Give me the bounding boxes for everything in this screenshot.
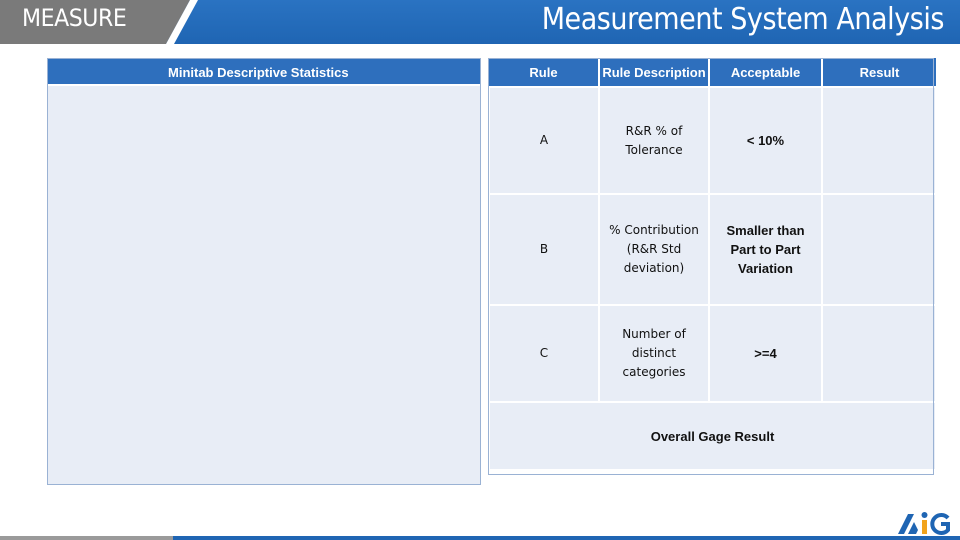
result-cell[interactable] (822, 87, 936, 194)
rule-cell: C (489, 305, 599, 402)
acceptable-cell: Smaller than Part to Part Variation (709, 194, 822, 305)
overall-result-row (489, 402, 936, 470)
table-row (489, 194, 936, 305)
column-header-rule-description: Rule Description (599, 58, 709, 87)
descriptive-statistics-body (48, 88, 480, 484)
msa-rules-table (488, 58, 937, 471)
column-header-rule: Rule (489, 58, 599, 87)
descriptive-statistics-panel (47, 58, 481, 485)
table-row (489, 305, 936, 402)
page-title: Measurement System Analysis (541, 2, 944, 37)
table-row (489, 87, 936, 194)
rule-description-cell: R&R % of Tolerance (599, 87, 709, 194)
descriptive-statistics-header: Minitab Descriptive Statistics (48, 59, 480, 86)
rule-cell: A (489, 87, 599, 194)
section-label: MEASURE (22, 4, 127, 32)
column-header-acceptable: Acceptable (709, 58, 822, 87)
rule-cell: B (489, 194, 599, 305)
acceptable-cell: < 10% (709, 87, 822, 194)
overall-gage-result: Overall Gage Result (489, 402, 936, 470)
footer-line (0, 536, 960, 540)
result-cell[interactable] (822, 194, 936, 305)
column-header-result: Result (822, 58, 936, 87)
table-header-row (489, 58, 936, 87)
company-logo-icon (896, 510, 958, 536)
rule-description-cell: % Contribution (R&R Std deviation) (599, 194, 709, 305)
acceptable-cell: >=4 (709, 305, 822, 402)
rule-description-cell: Number of distinct categories (599, 305, 709, 402)
result-cell[interactable] (822, 305, 936, 402)
